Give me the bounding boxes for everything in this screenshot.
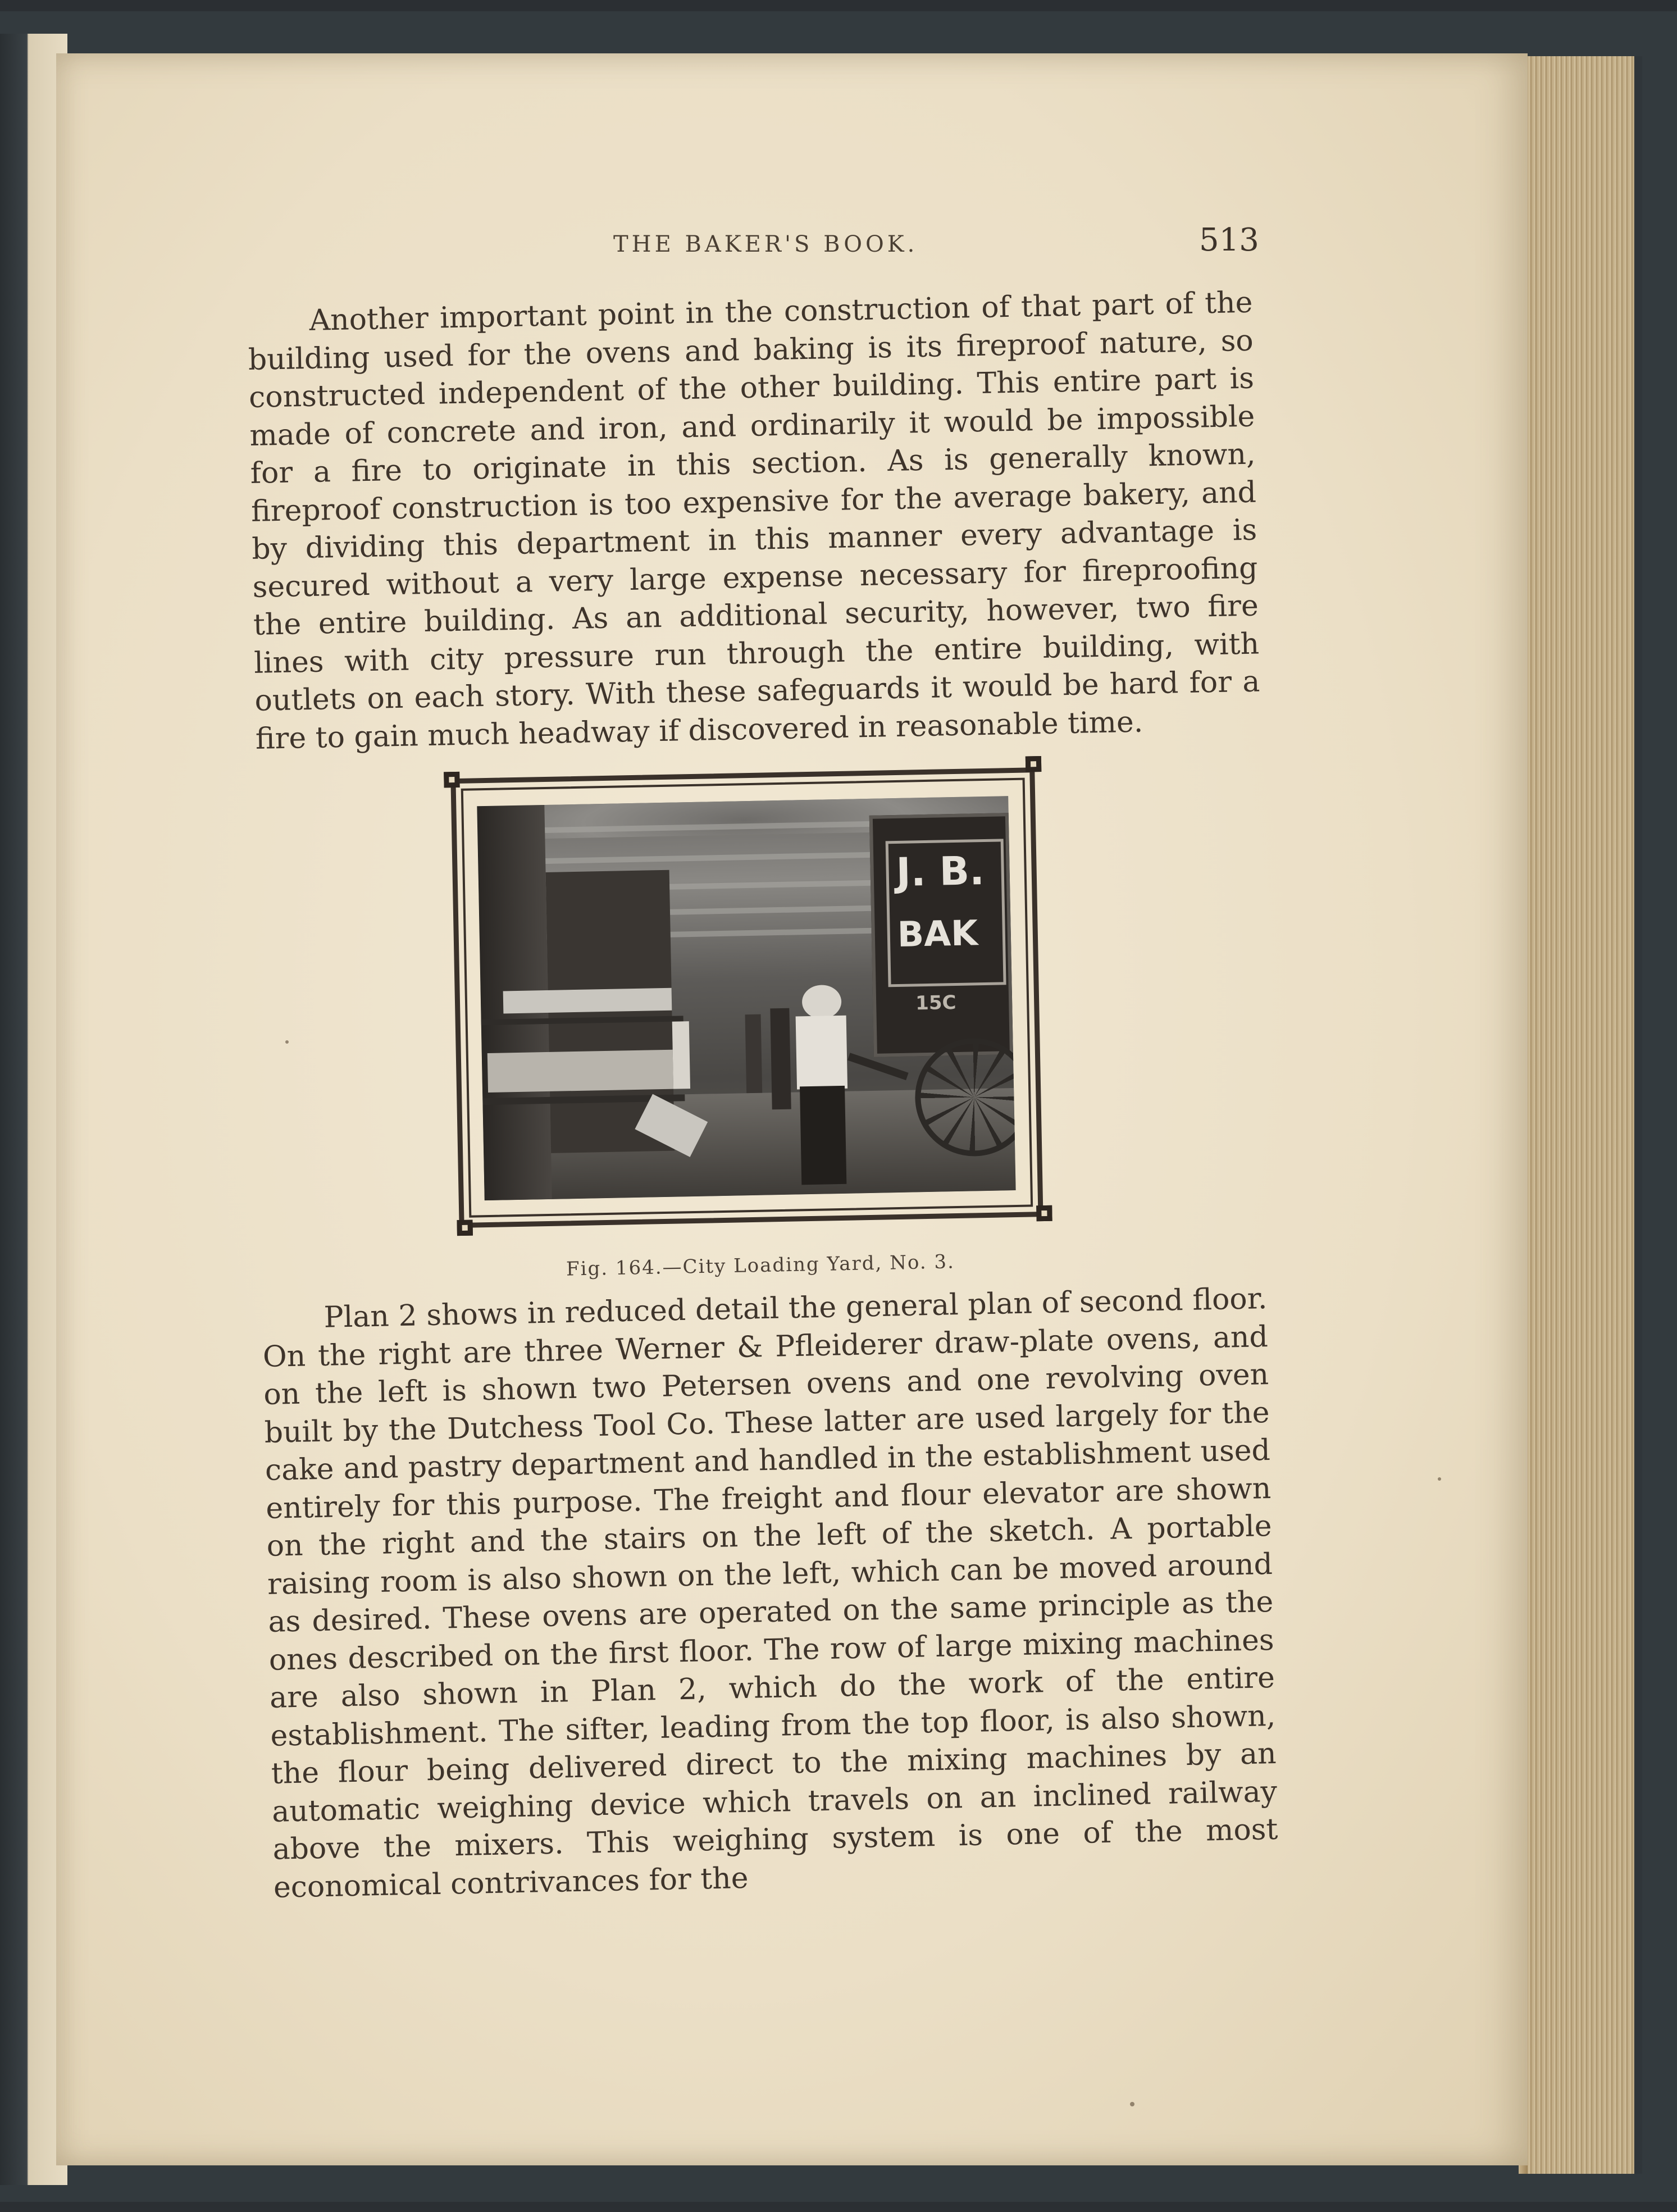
baker-trousers: [800, 1086, 846, 1185]
paper-blemish: [285, 1040, 289, 1044]
delivery-wagon: [869, 813, 1013, 1057]
paper-blemish: [1438, 1477, 1441, 1481]
page-number: 513: [1199, 222, 1259, 258]
worker-figure: [745, 1014, 763, 1094]
paragraph-fireproof: Another important point in the construction of that part of the building used for the ovens and baking is its fireproof nature, so constructed independent of the other building. This entire part is made of concrete and iron, and ordinarily it would be impossible for a fire to originate in this section. As is generally known, fireproof construction is too expensive for the average bakery, and by dividing this department in this manner every advantage is secured without a very large expense necessary for fireproofing the entire building. As an additional security, however, two fire lines with city pressure run through the entire building, with outlets on each story. With these safeguards it would be hard for a fire to gain much headway if discovered in reasonable time.: [248, 285, 1260, 756]
page-block-edge: [1528, 56, 1642, 2174]
figure-loading-yard: [444, 756, 1058, 1242]
figure-caption: Fig. 164.—City Loading Yard, No. 3.: [566, 1250, 955, 1281]
frame-corner-ornament: [1036, 1205, 1052, 1222]
worker-figure: [770, 1008, 791, 1110]
bread-crates: [487, 1050, 673, 1093]
baker-shirt: [796, 1016, 847, 1090]
frame-corner-ornament: [444, 772, 460, 788]
running-header: THE BAKER'S BOOK.: [613, 231, 918, 257]
loading-yard-photo: [477, 796, 1015, 1200]
paper-blemish: [1130, 2102, 1134, 2106]
frame-corner-ornament: [1026, 756, 1042, 772]
baker-head: [802, 985, 842, 1019]
wagon-lettering-initials: J. B.: [895, 847, 985, 895]
worker-figure: [672, 1021, 690, 1089]
wagon-lettering-bakery: BAK: [897, 912, 978, 955]
bread-on-shelf: [503, 988, 672, 1014]
wagon-lettering-number: 15C: [915, 991, 956, 1015]
frame-corner-ornament: [457, 1220, 473, 1236]
paragraph-plan-2: Plan 2 shows in reduced detail the general plan of second floor. On the right are three Werner & Pfleiderer draw-plate ovens, and on the left is shown two Petersen ovens and one revolving oven built by the Dutchess Tool Co. These latter are used largely for the cake and pastry department and handled in the establishment used entirely for this purpose. The freight and flour elevator are shown on the right and the stairs on the left of the sketch. A portable raising room is also shown on the left, which can be moved around as desired. These ovens are operated on the same principle as the ones described on the first floor. The row of large mixing machines are also shown in Plan 2, which do the work of the entire establishment. The sifter, leading from the top floor, is also shown, the flour being delivered direct to the mixing machines by an automatic weighing device which travels on an inclined railway above the mixers. This weighing system is one of the most economical contrivances for the: [262, 1282, 1278, 1905]
